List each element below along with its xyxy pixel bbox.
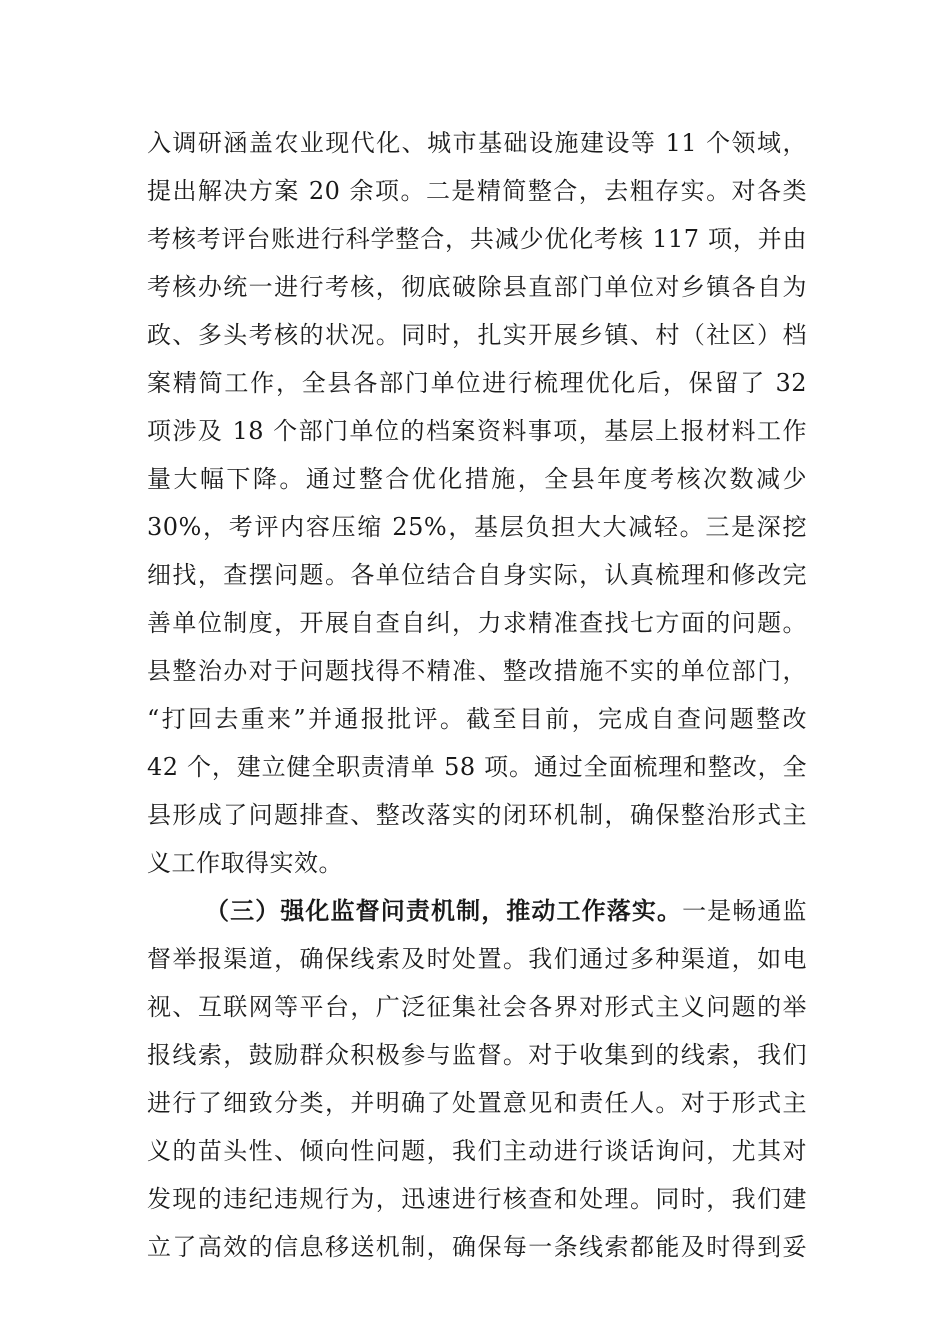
text-line: 入调研涵盖农业现代化、城市基础设施建设等 11 个领域， bbox=[147, 129, 807, 157]
text-line: 县形成了问题排查、整改落实的闭环机制，确保整治形式主 bbox=[147, 801, 807, 829]
document-body bbox=[147, 119, 807, 1271]
text-line: 30%，考评内容压缩 25%，基层负担大大减轻。三是深挖 bbox=[147, 513, 807, 541]
text-line: 政、多头考核的状况。同时，扎实开展乡镇、村（社区）档 bbox=[147, 321, 807, 349]
text-line: 立了高效的信息移送机制，确保每一条线索都能及时得到妥 bbox=[147, 1233, 807, 1261]
paragraph-1 bbox=[147, 119, 807, 887]
text-line: 细找，查摆问题。各单位结合自身实际，认真梳理和修改完 bbox=[147, 561, 807, 589]
section-heading: （三）强化监督问责机制，推动工作落实。 bbox=[205, 896, 683, 925]
text-line: 县整治办对于问题找得不精准、整改措施不实的单位部门， bbox=[147, 657, 807, 685]
text-line: 进行了细致分类，并明确了处置意见和责任人。对于形式主 bbox=[147, 1089, 807, 1117]
text-line: 义工作取得实效。 bbox=[147, 849, 343, 877]
text-run: 一是畅通监 bbox=[682, 897, 808, 925]
text-line: 善单位制度，开展自查自纠，力求精准查找七方面的问题。 bbox=[147, 609, 807, 637]
text-line: 义的苗头性、倾向性问题，我们主动进行谈话询问，尤其对 bbox=[147, 1137, 807, 1165]
text-line: 量大幅下降。通过整合优化措施，全县年度考核次数减少 bbox=[147, 465, 807, 493]
text-line: 报线索，鼓励群众积极参与监督。对于收集到的线索，我们 bbox=[147, 1041, 807, 1069]
text-line: 考核办统一进行考核，彻底破除县直部门单位对乡镇各自为 bbox=[147, 273, 807, 301]
text-line: 案精简工作，全县各部门单位进行梳理优化后，保留了 32 bbox=[147, 369, 807, 397]
text-line: 发现的违纪违规行为，迅速进行核查和处理。同时，我们建 bbox=[147, 1185, 807, 1213]
text-line: 42 个，建立健全职责清单 58 项。通过全面梳理和整改，全 bbox=[147, 753, 807, 781]
text-line: 考核考评台账进行科学整合，共减少优化考核 117 项，并由 bbox=[147, 225, 807, 253]
text-line: 提出解决方案 20 余项。二是精简整合，去粗存实。对各类 bbox=[147, 177, 807, 205]
text-line: 项涉及 18 个部门单位的档案资料事项，基层上报材料工作 bbox=[147, 417, 807, 445]
text-line: 督举报渠道，确保线索及时处置。我们通过多种渠道，如电 bbox=[147, 945, 807, 973]
text-line: “打回去重来”并通报批评。截至目前，完成自查问题整改 bbox=[147, 705, 807, 733]
text-line: 视、互联网等平台，广泛征集社会各界对形式主义问题的举 bbox=[147, 993, 807, 1021]
paragraph-2 bbox=[147, 887, 807, 1271]
text-line bbox=[147, 887, 807, 935]
